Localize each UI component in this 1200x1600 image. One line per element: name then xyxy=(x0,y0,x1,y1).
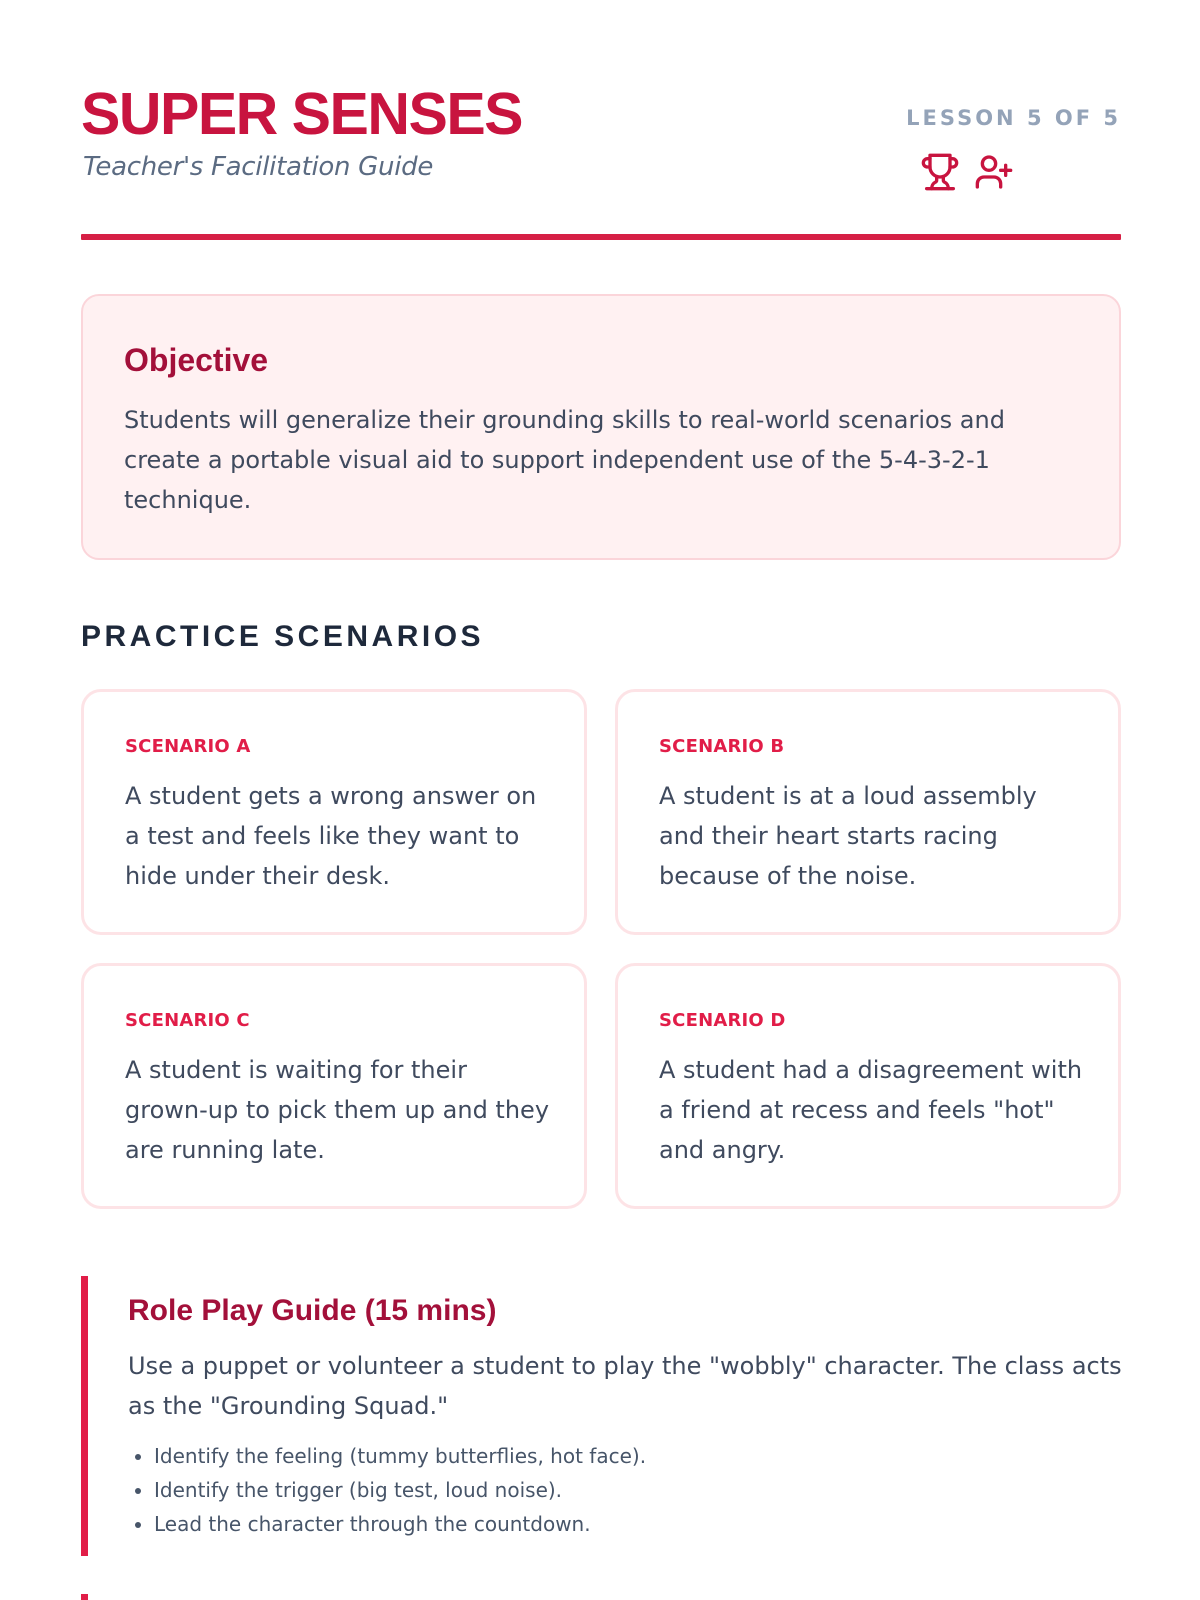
header-divider xyxy=(81,234,1121,240)
scenario-card-d xyxy=(615,963,1121,1209)
user-plus-icon xyxy=(974,152,1014,192)
scenario-text: A student is waiting for their grown-up to pick them up and they are running late. xyxy=(125,1056,550,1164)
scenario-card-b xyxy=(615,689,1121,935)
next-section-accent xyxy=(81,1594,88,1600)
scenario-text: A student gets a wrong answer on a test and feels like they want to hide under their desk. xyxy=(125,782,537,890)
list-item: • Identify the trigger (big test, loud noise). xyxy=(154,1473,1104,1507)
objective-panel xyxy=(81,294,1121,560)
roleplay-heading: Role Play Guide (15 mins) xyxy=(128,1294,497,1327)
roleplay-section xyxy=(81,1276,1121,1556)
trophy-icon xyxy=(920,152,960,192)
scenario-text: A student had a disagreement with a friend at recess and feels "hot" and angry. xyxy=(659,1056,1083,1164)
scenario-card-c xyxy=(81,963,587,1209)
scenario-text: A student is at a loud assembly and their heart starts racing because of the noise. xyxy=(659,782,1037,890)
header-icons xyxy=(920,152,1014,192)
page-title: SUPER SENSES xyxy=(81,81,523,147)
scenario-label: SCENARIO D xyxy=(659,1010,786,1031)
scenario-card-a xyxy=(81,689,587,935)
list-item: • Identify the feeling (tummy butterflies, hot face). xyxy=(154,1439,1104,1473)
scenario-label: SCENARIO B xyxy=(659,736,785,757)
scenario-label: SCENARIO A xyxy=(125,736,251,757)
lesson-indicator: LESSON 5 OF 5 xyxy=(906,106,1121,130)
page-subtitle: Teacher's Facilitation Guide xyxy=(83,152,434,182)
objective-text: Students will generalize their grounding skills to real-world scenarios and create a portable visual aid to support independent use of the 5-4-3-2-1 technique. xyxy=(124,406,1005,514)
scenarios-heading: PRACTICE SCENARIOS xyxy=(81,620,485,653)
scenario-label: SCENARIO C xyxy=(125,1010,250,1031)
list-item: • Lead the character through the countdown. xyxy=(154,1507,1104,1541)
roleplay-text: Use a puppet or volunteer a student to play the "wobbly" character. The class acts as the "Grounding Squad." xyxy=(128,1352,1122,1420)
objective-heading: Objective xyxy=(124,342,269,378)
roleplay-list xyxy=(154,1439,1104,1541)
page-header xyxy=(81,82,1121,242)
